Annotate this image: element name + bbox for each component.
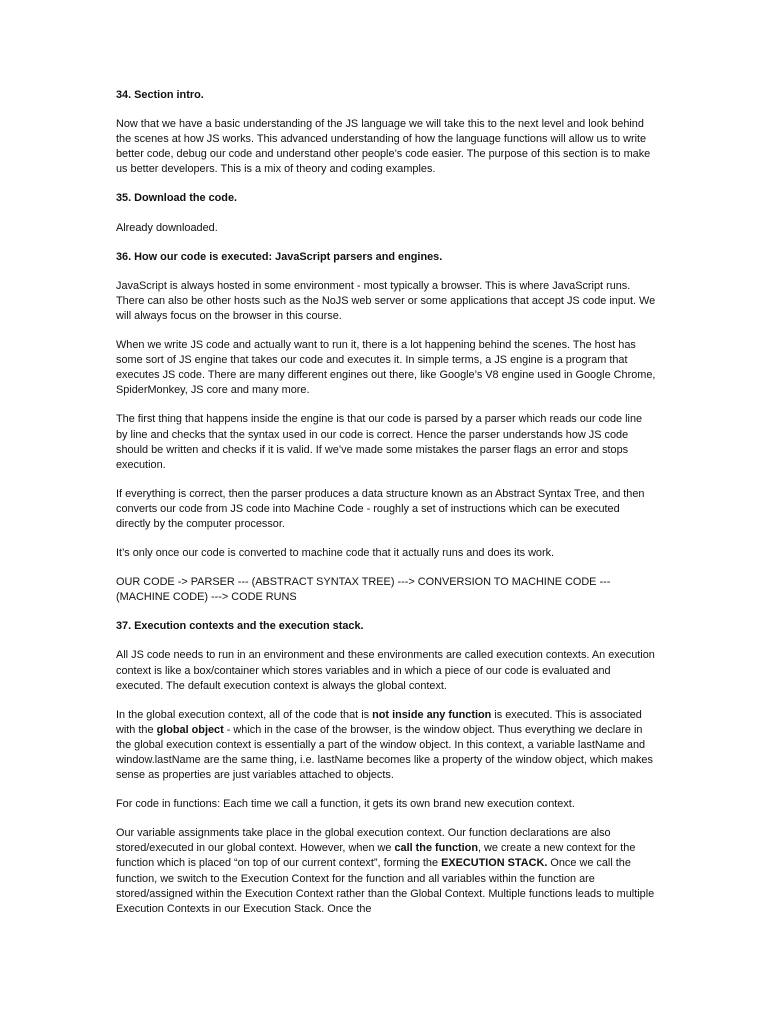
bold-text-run: call the function xyxy=(394,842,478,855)
document-page xyxy=(116,88,656,931)
section-34-paragraph: Now that we have a basic understanding of the JS language we will take this to the next level and look behind the scenes at how JS works. This advanced understanding of how the language functions will allow us to write better code, debug our code and understand other people’s code easier. The purpose of this section is to make us better developers. This is a mix of theory and coding examples. xyxy=(116,118,651,176)
bold-text-run: global object xyxy=(156,723,224,736)
bold-text-run: not inside any function xyxy=(372,708,492,721)
text-run: , we create a new context for the function which is placed “on top of our current context”, forming the xyxy=(116,842,636,870)
section-36-paragraph-4: If everything is correct, then the parser produces a data structure known as an Abstract Syntax Tree, and then converts our code from JS code into Machine Code - roughly a set of instructions which can be executed directly by the computer processor. xyxy=(116,487,645,530)
section-36-paragraph-3: The first thing that happens inside the engine is that our code is parsed by a parser which reads our code line by line and checks that the syntax used in our code is correct. Hence the parser understands how JS code should be written and checks if it is valid. If we’ve made some mistakes the parser flags an error and stops execution. xyxy=(116,413,643,471)
section-36-pipeline-line: OUR CODE -> PARSER --- (ABSTRACT SYNTAX TREE) ---> CONVERSION TO MACHINE CODE --- (MACHINE CODE) ---> CODE RUNS xyxy=(116,576,611,604)
text-run: In the global execution context, all of the code that is xyxy=(116,708,373,721)
bold-text-run: EXECUTION STACK. xyxy=(441,857,548,870)
section-37-paragraph-4 xyxy=(116,826,656,917)
text-run: - which in the case of the browser, is the window object. Thus everything we declare in the global execution context is essentially a part of the window object. In this context, a variable lastName and window.lastName are the same thing, i.e. lastName becomes like a property of the window object, which makes sense as properties are just variables attached to objects. xyxy=(116,723,653,782)
section-34-heading: 34. Section intro. xyxy=(116,89,204,101)
section-37-paragraph-2 xyxy=(116,708,656,783)
section-35-heading: 35. Download the code. xyxy=(116,192,238,205)
section-35-paragraph: Already downloaded. xyxy=(116,221,218,234)
text-run: Once we call the function, we switch to the Execution Context for the function and all variables within the function are stored/assigned within the Execution Context rather than the Global Context. Multiple functions leads to multiple Execution Contexts in our Execution Stack. Once the xyxy=(116,857,655,915)
section-37-paragraph-1: All JS code needs to run in an environment and these environments are called execution contexts. An execution context is like a box/container which stores variables and in which a piece of our code is evaluated and executed. The default execution context is always the global context. xyxy=(116,649,655,692)
text-run: Our variable assignments take place in the global execution context. Our function declarations are also stored/executed in our global context. However, when we xyxy=(116,827,611,855)
section-37-heading: 37. Execution contexts and the execution stack. xyxy=(116,620,364,633)
section-36-heading: 36. How our code is executed: JavaScript parsers and engines. xyxy=(116,250,443,263)
section-36-paragraph-2: When we write JS code and actually want to run it, there is a lot happening behind the scenes. The host has some sort of JS engine that takes our code and executes it. In simple terms, a JS engine is a program that executes JS code. There are many different engines out there, like Google’s V8 engine used in Google Chrome, SpiderMonkey, JS core and many more. xyxy=(116,339,656,397)
section-37-paragraph-3: For code in functions: Each time we call a function, it gets its own brand new execution context. xyxy=(116,798,575,811)
text-run: is executed. This is associated with the xyxy=(116,708,642,736)
section-36-paragraph-1: JavaScript is always hosted in some environment - most typically a browser. This is where JavaScript runs. There can also be other hosts such as the NoJS web server or some applications that accept JS code input. We will always focus on the browser in this course. xyxy=(116,279,656,322)
section-36-paragraph-5: It’s only once our code is converted to machine code that it actually runs and does its work. xyxy=(116,547,555,560)
